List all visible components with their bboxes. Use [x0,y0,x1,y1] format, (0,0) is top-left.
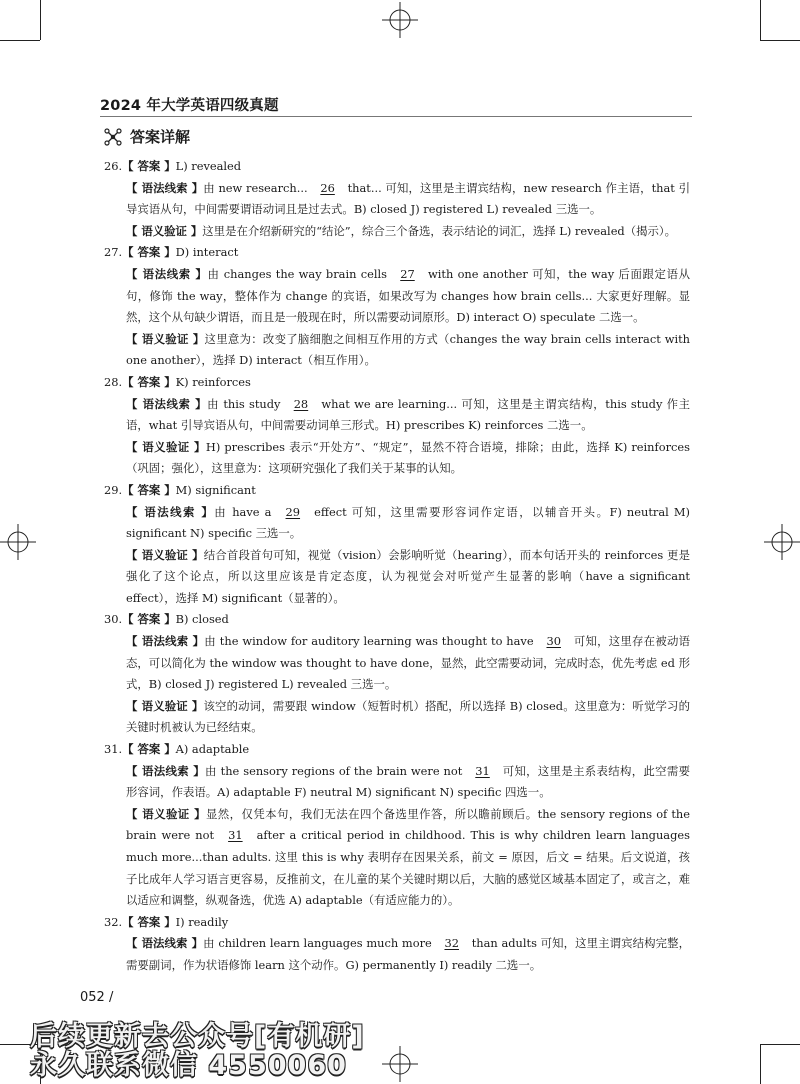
grammar-clue-paragraph [126,178,690,221]
answer-value: M) significant [175,482,256,497]
question-number: 31. [104,742,123,757]
answer-value: D) interact [175,245,239,260]
section-title: 答案详解 [130,128,191,146]
question-block [104,609,690,739]
question-answer-line [104,480,690,502]
semantic-check-paragraph [126,221,690,243]
molecule-icon [104,128,122,146]
explanation-text: 结合首段首句可知，视觉（vision）会影响听觉（hearing），而本句话开头的 reinforces 更是强化了这个论点，所以这里应该是肯定态度，认为视觉会对听觉产生显著的影响（have a significant effect），选择 M) significant（显著的）。 [126,547,690,605]
question-number: 28. [104,374,123,389]
explanation-text: 由 the sensory regions of the brain were not [204,763,467,778]
question-block [104,242,690,372]
grammar-clue-label: 【 语法线索 】 [126,180,204,195]
answer-value: I) readily [175,914,229,929]
semantic-check-label: 【 语义验证 】 [126,698,204,713]
semantic-check-paragraph [126,804,690,912]
semantic-check-paragraph [126,545,690,610]
blank-number: 31 [228,828,243,843]
registration-mark-icon [382,1046,418,1082]
question-number: 27. [104,245,123,260]
grammar-clue-label: 【 语法线索 】 [126,634,205,649]
blank-number: 32 [444,936,459,951]
explanation-text: 由 children learn languages much more [203,936,436,951]
question-answer-line [104,372,690,394]
semantic-check-label: 【 语义验证 】 [126,223,203,238]
grammar-clue-label: 【 语法线索 】 [126,936,204,951]
explanation-text: 由 have a [214,504,277,519]
question-number: 26. [104,159,123,173]
registration-mark-icon [764,524,800,560]
explanation-text: 由 the window for auditory learning was thought to have [204,634,538,649]
answer-label: 【 答案 】 [122,374,176,389]
grammar-clue-paragraph [126,264,690,329]
header-divider [100,116,692,117]
question-block [104,739,690,912]
explanation-text: what we are learning... 可知，这里是主谓宾结构，this study 作主语，what 引导宾语从句，中间需要动词单三形式。H) prescribes K) reinforces 二选一。 [126,396,691,433]
explanation-text: after a critical period in childhood. This is why children learn languages much more...than adults. 这里 this is why 表明存在因果关系，前文 = 原因，后文 = 结果。后文说道，孩子比成年人学习语言更容易，反推前文，在儿童的某个关键时期以后，大脑的感觉区域基本固定了，或言之，难以适应和调整，纵观备选，优选 A) adaptable（有适应能力的）。 [126,828,690,908]
section-heading [104,126,190,147]
explanation-text: H) prescribes 表示“开处方”、“规定”，显然不符合语境，排除；由此，选择 K) reinforces（巩固；强化），这里意为：这项研究强化了我们关于某事的认知。 [126,439,690,476]
explanation-text: 显然，仅凭本句，我们无法在四个备选里作答，所以瞻前顾后。the sensory regions of the brain were not [126,806,690,843]
page-number: 052 / [80,990,114,1005]
answer-label: 【 答案 】 [122,914,176,929]
explanation-text: 由 changes the way brain cells [207,266,392,281]
answer-label: 【 答案 】 [122,612,176,627]
blank-number: 28 [293,396,309,411]
question-number: 32. [104,914,123,929]
crop-mark [760,1044,761,1084]
answer-value: B) closed [175,612,229,627]
grammar-clue-paragraph [126,394,690,437]
question-block [104,912,690,977]
explanation-text: that... 可知，这里是主谓宾结构，new research 作主语，that 引导宾语从句，中间需要谓语动词且是过去式。B) closed J) registered L) revealed 三选一。 [126,180,690,217]
watermark-line: 后续更新去公众号[有机研] [30,1021,365,1052]
explanation-text: 由 new research... [203,180,312,195]
blank-number: 29 [285,504,301,519]
registration-mark-icon [0,524,36,560]
explanation-text: 这里意为：改变了脑细胞之间相互作用的方式（changes the way brain cells interact with one another），选择 D) interact（相互作用）。 [126,331,690,368]
blank-number: 26 [320,180,335,195]
answer-value: K) reinforces [175,374,251,389]
question-block [104,480,690,610]
semantic-check-paragraph [126,329,690,372]
crop-mark [40,0,41,40]
semantic-check-label: 【 语义验证 】 [126,547,204,562]
explanation-text: 可知，这里存在被动语态，可以简化为 the window was thought to have done，显然，此空需要动词，完成时态，优先考虑 ed 形式，B) closed J) registered L) revealed 三选一。 [126,634,690,692]
running-header-title: 2024 年大学英语四级真题 [100,98,279,114]
explanation-text: effect 可知，这里需要形容词作定语，以辅音开头。F) neutral M) significant N) specific 三选一。 [126,504,691,541]
grammar-clue-paragraph [126,933,690,976]
watermark-line: 永久联系微信 4550060 [30,1050,347,1081]
crop-mark [0,40,40,41]
answer-value: L) revealed [175,159,242,173]
semantic-check-paragraph [126,696,690,739]
explanation-text: than adults 可知，这里主谓宾结构完整，需要副词，作为状语修饰 learn 这个动作。G) permanently I) readily 二选一。 [126,936,690,972]
grammar-clue-paragraph [126,502,690,545]
question-answer-line [104,242,690,264]
explanation-text: 该空的动词，需要跟 window（短暂时机）搭配，所以选择 B) closed。这里意为：听觉学习的关键时机被认为已经结束。 [126,698,690,735]
question-block [104,372,690,480]
question-answer-line [104,912,690,934]
explanation-text: 由 this study [207,396,285,411]
grammar-clue-label: 【 语法线索 】 [126,504,215,519]
answer-label: 【 答案 】 [122,482,176,497]
question-number: 30. [104,612,123,627]
answer-label: 【 答案 】 [122,245,176,260]
question-answer-line [104,609,690,631]
question-number: 29. [104,482,123,497]
explanation-text: 可知，这里是主系表结构，此空需要形容词，作表语。A) adaptable F) neutral M) significant N) specific 四选一。 [126,763,690,800]
question-answer-line [104,739,690,761]
semantic-check-label: 【 语义验证 】 [126,806,206,821]
question-block [104,156,690,242]
grammar-clue-label: 【 语法线索 】 [126,266,208,281]
explanation-text: with one another 可知，the way 后面跟定语从句，修饰 the way，整体作为 change 的宾语，如果改写为 changes how brain cells... 大家更好理解。显然，这个从句缺少谓语，而且是一般现在时，所以需要动词原形。D) interact O) speculate 二选一。 [126,266,690,325]
crop-mark [760,40,800,41]
registration-mark-icon [382,2,418,38]
blank-number: 30 [546,634,561,649]
blank-number: 31 [475,763,490,778]
crop-mark [760,0,761,40]
answer-explanations [104,156,690,977]
crop-mark [760,1044,800,1045]
explanation-text: 这里是在介绍新研究的“结论”，综合三个备选，表示结论的词汇，选择 L) revealed（揭示）。 [202,223,676,238]
grammar-clue-label: 【 语法线索 】 [126,396,208,411]
blank-number: 27 [400,266,415,281]
answer-label: 【 答案 】 [122,742,176,757]
question-answer-line [104,156,690,178]
semantic-check-label: 【 语义验证 】 [126,331,205,346]
grammar-clue-label: 【 语法线索 】 [126,763,205,778]
grammar-clue-paragraph [126,761,690,804]
answer-label: 【 答案 】 [122,159,176,173]
answer-value: A) adaptable [175,742,250,757]
semantic-check-label: 【 语义验证 】 [126,439,206,454]
semantic-check-paragraph [126,437,690,480]
grammar-clue-paragraph [126,631,690,696]
